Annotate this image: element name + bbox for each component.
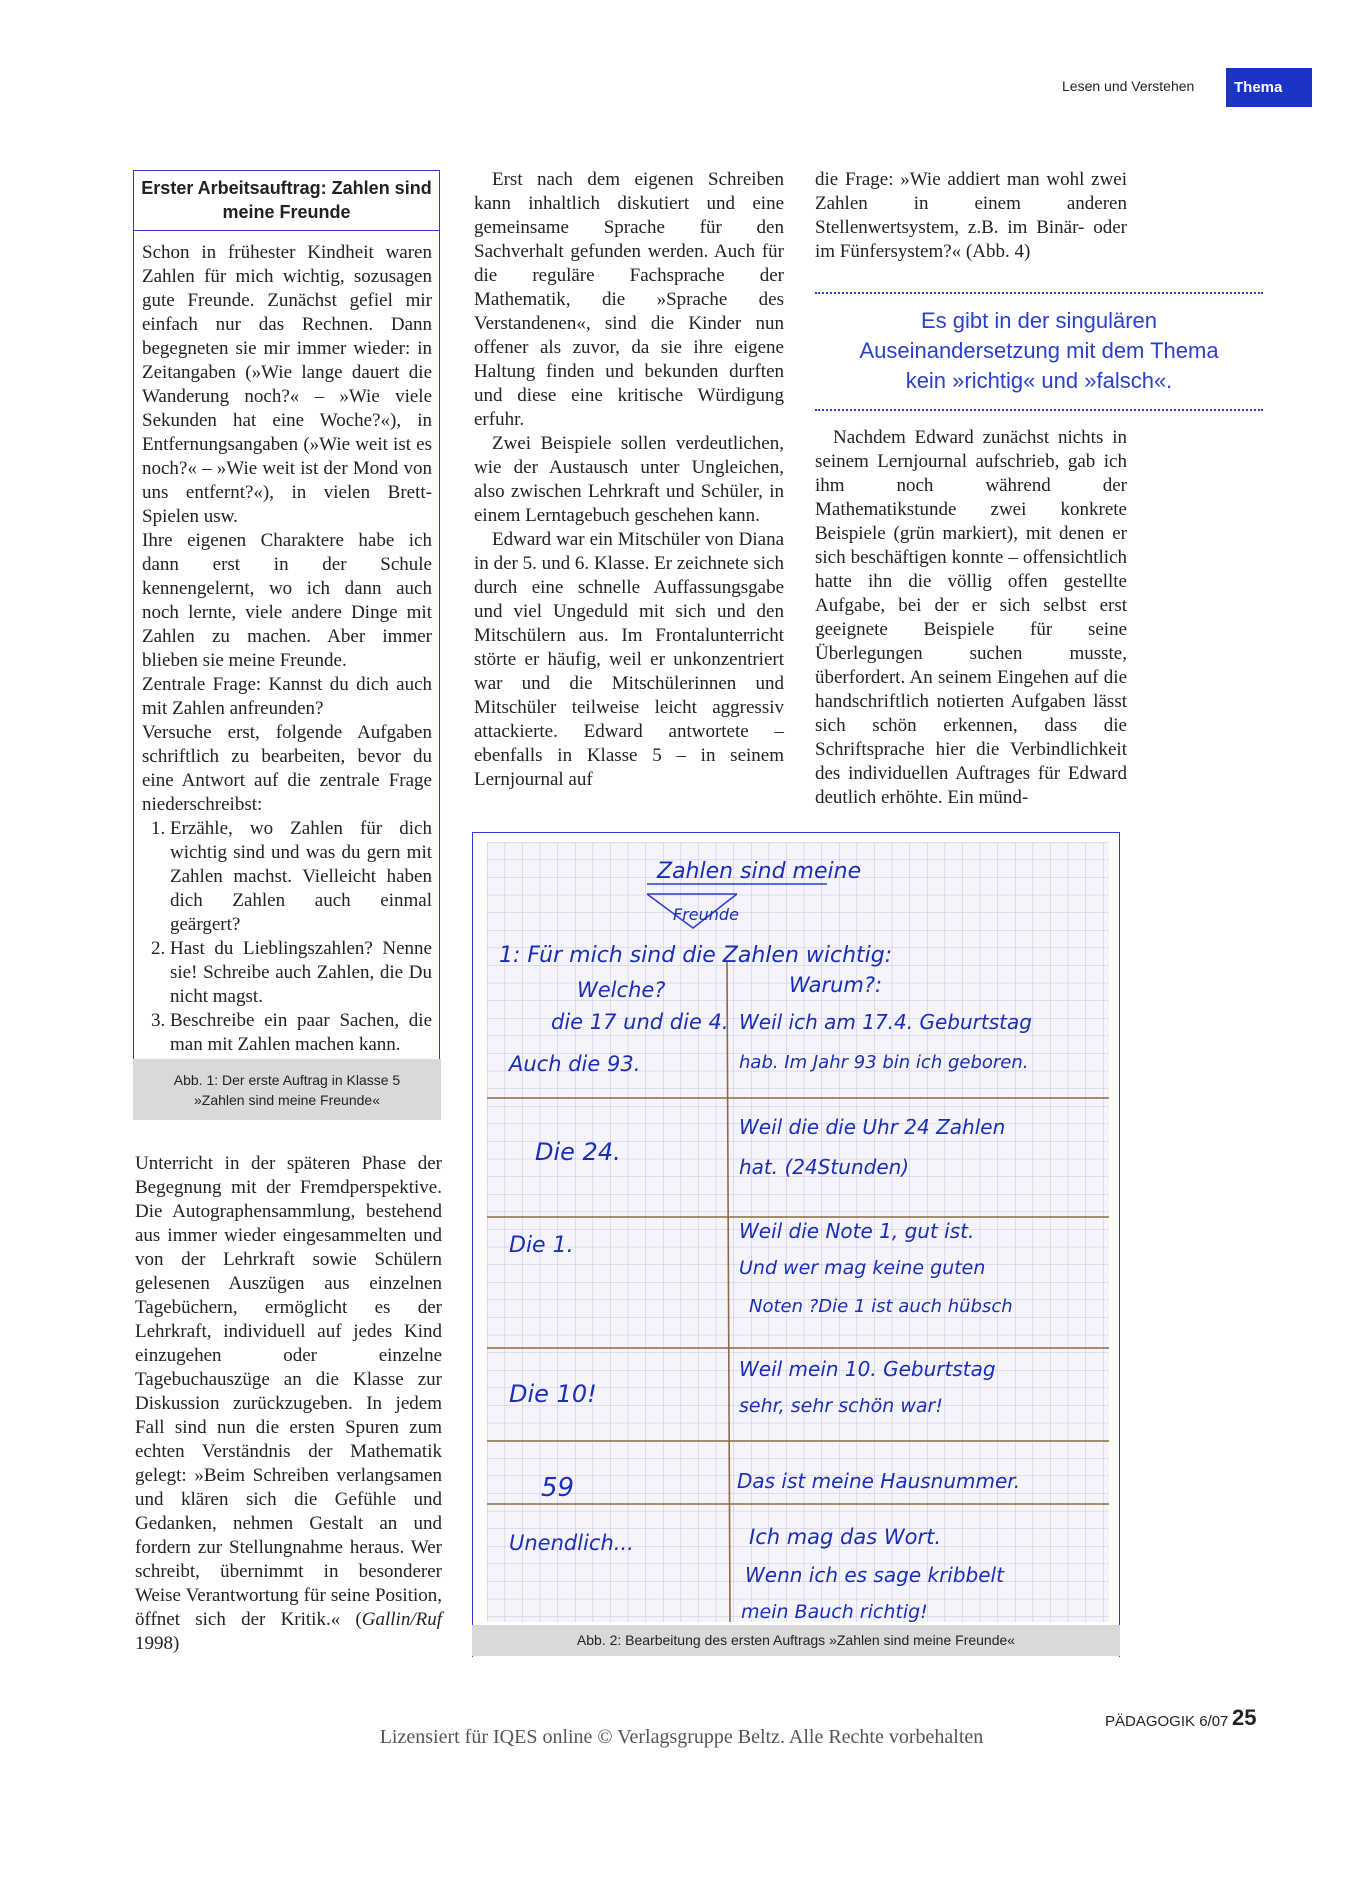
assignment-box-title: Erster Arbeitsauftrag: Zahlen sind meine Freunde xyxy=(141,178,432,222)
hw-row-right: Ich mag das Wort. xyxy=(749,1525,942,1549)
assignment-list-item: 1. Erzähle, wo Zahlen für dich wichtig sind und was du gern mit Zahlen machst. Vielleicht haben dich Zahlen auch einmal geärgert? xyxy=(170,817,432,937)
figure1-caption xyxy=(133,1059,441,1120)
body-paragraph: die Frage: »Wie addiert man wohl zwei Zahlen in einem anderen Stellenwertsystem, z.B. im Binär- oder im Fünfersystem?« (Abb. 4) xyxy=(815,169,1127,262)
assignment-paragraph: Schon in frühester Kindheit waren Zahlen für mich wichtig, sozusagen gute Freunde. Zunächst gefiel mir einfach nur das Rechnen. Dann begegneten sie mir immer wieder: in Zeitangaben (»Wie lange dauert die Wanderung noch?« – »Wie viele Sekunden hat eine Woche?«), in Entfernungsangaben (»Wie weit ist es noch?« – »Wie weit ist der Mond von uns entfernt?«), in vielen Brett-Spielen usw. xyxy=(142,242,432,527)
body-paragraph: Zwei Beispiele sollen verdeutlichen, wie der Austausch unter Ungleichen, also zwischen Lehrkraft und Schüler, in einem Lerntagebuch geschehen kann. xyxy=(474,433,784,526)
body-text-col3-top xyxy=(815,168,1127,264)
journal-name: PÄDAGOGIK 6/07 xyxy=(1105,1713,1229,1730)
hw-row-right: Und wer mag keine guten xyxy=(739,1257,986,1279)
hw-row-left: Die 24. xyxy=(535,1138,621,1166)
hw-row-right: Das ist meine Hausnummer. xyxy=(737,1469,1021,1493)
assignment-box-body xyxy=(142,241,432,1057)
hw-title-sub: Freunde xyxy=(673,905,739,924)
license-notice: Lizensiert für IQES online © Verlagsgruppe Beltz. Alle Rechte vorbehalten xyxy=(379,1726,984,1748)
body-paragraph: Edward war ein Mitschüler von Diana in der 5. und 6. Klasse. Er zeichnete sich durch eine schnelle Auffassungsgabe und viel Ungeduld mit sich und den Mitschülern aus. Im Frontalunterricht störte er häufig, weil er unkonzentriert war und die Mitschülerinnen und Mitschüler teilweise leicht aggressiv attackierte. Edward antwortete – ebenfalls in Klasse 5 – in seinem Lernjournal auf xyxy=(474,529,784,790)
citation-authors: Gallin/Ruf xyxy=(361,1609,442,1630)
hw-col-right: Warum?: xyxy=(789,973,883,997)
hw-row-left: die 17 und die 4. xyxy=(551,1010,729,1034)
figure2-caption: Abb. 2: Bearbeitung des ersten Auftrags »Zahlen sind meine Freunde« xyxy=(472,1625,1120,1656)
figure1-caption-line: Abb. 1: Der erste Auftrag in Klasse 5 xyxy=(173,1072,401,1088)
body-paragraph: Nachdem Edward zunächst nichts in seinem Lernjournal aufschrieb, gab ich ihm noch während der Mathematikstunde zwei konkrete Beispiele (grün markiert), mit denen er sich beschäftigen konnte – offensichtlich hatte ihn die völlig offen gestellte Aufgabe, bei der er sich selbst erst geeignete Beispiele für seine Überlegungen suchen musste, überfordert. An seinem Eingehen auf die handschriftlich notierten Aufgaben lässt sich schön erkennen, dass die Schriftsprache hier die Verbindlichkeit des individuellen Auftrages für Edward deutlich erhöhte. Ein münd- xyxy=(815,427,1127,808)
figure1-caption-line: »Zahlen sind meine Freunde« xyxy=(193,1092,380,1108)
hw-title: Zahlen sind meine xyxy=(657,859,862,884)
body-paragraph: Erst nach dem eigenen Schreiben kann inhaltlich diskutiert und eine gemeinsame Sprache für den Sachverhalt gefunden werden. Auch für die reguläre Fachsprache der Mathematik, die »Sprache des Verstandenen«, sind die Kinder nun offener als zuvor, da sie ihre eigene Haltung finden und bekunden durften und diese eine kritische Würdigung erfuhr. xyxy=(474,169,784,430)
handwritten-worksheet-image xyxy=(487,842,1109,1622)
body-text: Unterricht in der späteren Phase der Begegnung mit der Fremdperspektive. Die Autographensammlung, bestehend aus immer wieder eingesammelten und von der Lehrkraft sowie Schülern gelesenen Auszügen aus einzelnen Tagebüchern, ermöglicht es der Lehrkraft, individuell auf jedes Kind einzugehen oder einzelne Tagebuchauszüge an die Klasse zur Diskussion zurückzugeben. In jedem Fall sind nun die ersten Spuren zum echten Verständnis der Mathematik gelegt: »Beim Schreiben verlangsamen und klären sich die Gefühle und Gedanken, nehmen Gestalt an und fordern zur Stellungnahme heraus. Wer schreibt, übernimmt in besonderer Weise Verantwortung für seine Position, öffnet sich der Kritik.« ( xyxy=(135,1153,442,1630)
hw-row-right: Wenn ich es sage kribbelt xyxy=(745,1563,1004,1587)
assignment-box-divider xyxy=(133,230,440,231)
assignment-paragraph: Versuche erst, folgende Aufgaben schriftlich zu bearbeiten, bevor du eine Antwort auf die zentrale Frage niederschreibst: xyxy=(142,722,432,815)
body-text-col2 xyxy=(474,168,784,792)
pullquote-rule-bottom xyxy=(815,409,1263,411)
hw-row-right: hat. (24Stunden) xyxy=(739,1155,910,1179)
hw-row-right: Weil die die Uhr 24 Zahlen xyxy=(739,1115,1006,1139)
assignment-list-item: 2. Hast du Lieblingszahlen? Nenne sie! Schreibe auch Zahlen, die Du nicht magst. xyxy=(170,937,432,1009)
hw-row-left: Auch die 93. xyxy=(509,1052,641,1076)
assignment-paragraph: Zentrale Frage: Kannst du dich auch mit Zahlen anfreunden? xyxy=(142,674,432,719)
hw-row-left: Die 1. xyxy=(509,1233,574,1258)
hw-row-right: mein Bauch richtig! xyxy=(741,1601,928,1622)
hw-question: 1: Für mich sind die Zahlen wichtig: xyxy=(499,943,893,968)
body-text-col3-bottom xyxy=(815,426,1127,810)
body-paragraph xyxy=(135,1152,442,1656)
hw-col-left: Welche? xyxy=(577,978,666,1002)
page-number: 25 xyxy=(1232,1705,1257,1730)
hw-row-left: 59 xyxy=(541,1473,575,1503)
hw-row-right: Noten ?Die 1 ist auch hübsch xyxy=(749,1296,1013,1317)
pullquote-line: kein »richtig« und »falsch«. xyxy=(905,368,1173,393)
assignment-list xyxy=(142,817,432,1057)
hw-row-right: Weil die Note 1, gut ist. xyxy=(739,1219,975,1243)
pullquote-rule-top xyxy=(815,292,1263,294)
pullquote-line: Es gibt in der singulären xyxy=(920,308,1158,333)
assignment-paragraph: Ihre eigenen Charaktere habe ich dann erst in der Schule kennengelernt, wo ich dann auch noch lernte, viele andere Dinge mit Zahlen zu machen. Aber immer blieben sie meine Freunde. xyxy=(142,530,432,671)
assignment-list-item: 3. Beschreibe ein paar Sachen, die man mit Zahlen machen kann. xyxy=(170,1009,432,1057)
section-tag-label: Thema xyxy=(1234,79,1283,96)
pullquote-line: Auseinandersetzung mit dem Thema xyxy=(859,338,1219,363)
body-text-col1 xyxy=(135,1152,442,1656)
hw-row-left: Unendlich... xyxy=(509,1531,634,1555)
hw-row-right: Weil ich am 17.4. Geburtstag xyxy=(739,1010,1032,1034)
hw-row-left: Die 10! xyxy=(509,1380,597,1408)
hw-row-right: hab. Im Jahr 93 bin ich geboren. xyxy=(739,1052,1029,1073)
hw-row-right: sehr, sehr schön war! xyxy=(739,1395,943,1417)
section-tag xyxy=(1226,68,1312,107)
citation-year: 1998) xyxy=(135,1633,180,1654)
running-header: Lesen und Verstehen xyxy=(1062,78,1195,94)
hw-row-right: Weil mein 10. Geburtstag xyxy=(739,1357,996,1381)
pullquote xyxy=(815,306,1263,396)
